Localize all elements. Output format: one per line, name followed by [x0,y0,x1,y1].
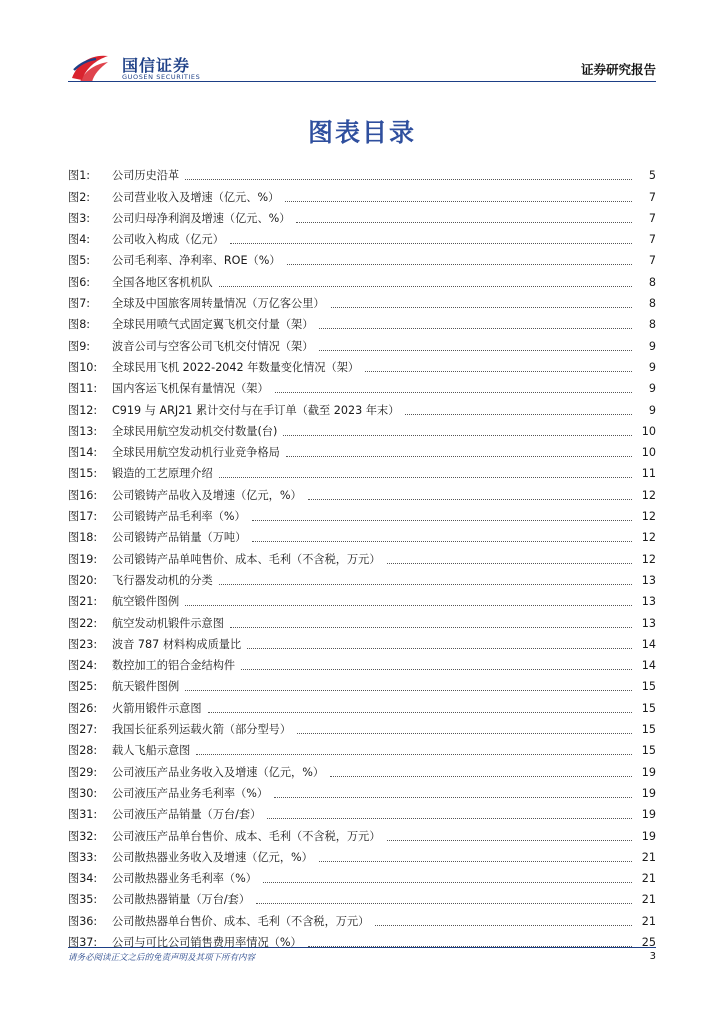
toc-entry-title: 火箭用锻件示意图 [112,701,202,715]
toc-entry-label: 图31: [68,808,98,822]
toc-entry-title: 我国长征系列运载火箭（部分型号） [112,723,292,737]
toc-entry-label: 图20: [68,573,98,587]
toc-entry-label: 图34: [68,872,98,886]
toc-entry[interactable] [68,268,656,289]
toc-entry-title: 公司散热器销量（万台/套） [112,893,251,907]
toc-entry-page: 7 [648,190,656,204]
toc-entry[interactable] [68,460,656,481]
dot-leader [230,243,632,244]
toc-entry-label: 图29: [68,765,98,779]
toc-entry-page: 15 [641,744,656,758]
dot-leader [387,563,632,564]
toc-entry-page: 13 [641,616,656,630]
toc-entry[interactable] [68,652,656,673]
toc-entry-title: 公司散热器业务收入及增速（亿元，%） [112,850,313,864]
toc-entry-title: 全球民用飞机 2022-2042 年数量变化情况（架） [112,360,360,374]
toc-entry[interactable] [68,439,656,460]
toc-entry[interactable] [68,247,656,268]
toc-entry-page: 13 [641,595,656,609]
toc-entry-label: 图11: [68,382,98,396]
toc-entry-label: 图32: [68,829,98,843]
toc-entry-page: 11 [641,467,656,481]
guosen-logo-icon [70,52,110,84]
page-header [0,0,724,90]
brand-name: 国信证券 [122,56,191,75]
dot-leader [297,733,632,734]
toc-entry-title: 航空锻件图例 [112,595,180,609]
dot-leader [405,414,632,415]
toc-entry[interactable] [68,545,656,566]
toc-entry-page: 8 [648,275,656,289]
dot-leader [267,818,632,819]
dot-leader [330,776,632,777]
toc-entry-label: 图7: [68,297,91,311]
dot-leader [283,435,632,436]
toc-entry-title: 载人飞船示意图 [112,744,191,758]
toc-entry[interactable] [68,780,656,801]
toc-entry[interactable] [68,694,656,715]
toc-entry-page: 8 [648,318,656,332]
toc-entry-page: 21 [641,914,656,928]
toc-entry-label: 图4: [68,233,91,247]
dot-leader [263,882,632,883]
toc-entry-title: 公司液压产品销量（万台/套） [112,808,262,822]
toc-entry-page: 9 [648,403,656,417]
toc-entry-page: 7 [648,211,656,225]
toc-entry-title: 公司历史沿革 [112,169,180,183]
toc-entry-title: 公司归母净利润及增速（亿元、%） [112,211,291,225]
dot-leader [256,903,632,904]
footer-disclaimer: 请务必阅读正文之后的免责声明及其项下所有内容 [68,953,256,963]
toc-entry[interactable] [68,588,656,609]
dot-leader [274,797,632,798]
dot-leader [285,201,632,202]
toc-entry[interactable] [68,183,656,204]
toc-entry-page: 10 [641,446,656,460]
toc-entry-page: 10 [641,424,656,438]
toc-entry[interactable] [68,290,656,311]
dot-leader [185,179,632,180]
toc-entry-label: 图17: [68,510,98,524]
toc-entry-label: 图15: [68,467,98,481]
toc-entry-page: 19 [641,808,656,822]
toc-entry-label: 图28: [68,744,98,758]
toc-entry-page: 25 [641,935,656,949]
toc-entry-page: 5 [648,169,656,183]
toc-entry[interactable] [68,673,656,694]
toc-entry[interactable] [68,205,656,226]
toc-entry-label: 图3: [68,211,91,225]
toc-entry-title: 全球及中国旅客周转量情况（万亿客公里） [112,297,325,311]
toc-entry-title: 公司锻铸产品收入及增速（亿元，%） [112,488,302,502]
toc-entry-title: 公司散热器业务毛利率（%） [112,872,257,886]
toc-entry-label: 图35: [68,893,98,907]
toc-entry[interactable] [68,844,656,865]
dot-leader [185,690,632,691]
toc-entry-label: 图21: [68,595,98,609]
toc-entry-page: 12 [641,488,656,502]
toc-entry-page: 13 [641,573,656,587]
toc-entry[interactable] [68,311,656,332]
toc-entry-page: 15 [641,701,656,715]
dot-leader [319,861,632,862]
toc-entry[interactable] [68,226,656,247]
toc-entry-title: 公司液压产品业务收入及增速（亿元，%） [112,765,325,779]
dot-leader [247,648,632,649]
toc-entry-title: 公司液压产品业务毛利率（%） [112,786,269,800]
toc-entry-title: 飞行器发动机的分类 [112,573,213,587]
toc-entry-title: 公司散热器单台售价、成本、毛利（不含税，万元） [112,914,370,928]
toc-entry-page: 19 [641,765,656,779]
toc-entry-page: 15 [641,680,656,694]
toc-entry-label: 图33: [68,850,98,864]
toc-entry-label: 图25: [68,680,98,694]
brand-name-en: GUOSEN SECURITIES [122,73,201,81]
toc-entry-label: 图10: [68,360,98,374]
toc-entry-page: 7 [648,254,656,268]
toc-entry-title: 公司收入构成（亿元） [112,233,224,247]
toc-entry-title: 公司锻铸产品单吨售价、成本、毛利（不含税，万元） [112,552,381,566]
toc-entry-label: 图9: [68,339,91,353]
toc-entry[interactable] [68,524,656,545]
dot-leader [387,840,632,841]
toc-entry-label: 图36: [68,914,98,928]
dot-leader [241,669,632,670]
toc-entry-label: 图37: [68,935,98,949]
toc-entry[interactable] [68,609,656,630]
toc-entry-page: 9 [648,339,656,353]
dot-leader [308,499,632,500]
page-title: 图表目录 [307,118,416,147]
toc-entry-title: 全球民用喷气式固定翼飞机交付量（架） [112,318,314,332]
toc-entry-page: 12 [641,510,656,524]
toc-entry-title: 国内客运飞机保有量情况（架） [112,382,269,396]
toc-entry-title: 公司毛利率、净利率、ROE（%） [112,254,281,268]
toc-entry-title: 航天锻件图例 [112,680,180,694]
toc-entry-page: 9 [648,382,656,396]
toc-entry[interactable] [68,503,656,524]
toc-entry[interactable] [68,481,656,502]
toc-entry[interactable] [68,737,656,758]
toc-entry-title: 公司与可比公司销售费用率情况（%） [112,935,302,949]
toc-entry[interactable] [68,567,656,588]
dot-leader [287,264,632,265]
toc-entry-page: 19 [641,786,656,800]
toc-entry-label: 图8: [68,318,91,332]
toc-entry-page: 12 [641,531,656,545]
toc-entry-page: 19 [641,829,656,843]
toc-entry-page: 15 [641,723,656,737]
toc-entry[interactable] [68,907,656,928]
toc-entry-title: 波音 787 材料构成质量比 [112,637,242,651]
page-number: 3 [649,951,656,962]
toc-entry-label: 图5: [68,254,91,268]
toc-entry-label: 图13: [68,424,98,438]
toc-entry[interactable] [68,332,656,353]
toc-entry-page: 12 [641,552,656,566]
toc-entry-label: 图27: [68,723,98,737]
toc-entry-title: 锻造的工艺原理介绍 [112,467,213,481]
toc-entry[interactable] [68,886,656,907]
header-divider [68,81,656,82]
toc-entry-title: C919 与 ARJ21 累计交付与在手订单（截至 2023 年末） [112,403,400,417]
dot-leader [319,328,632,329]
toc-entry-title: 公司营业收入及增速（亿元、%） [112,190,280,204]
toc-entry-title: 全球民用航空发动机交付数量(台) [112,424,278,438]
toc-entry-label: 图18: [68,531,98,545]
toc-entry-label: 图22: [68,616,98,630]
toc-entry-page: 21 [641,893,656,907]
dot-leader [219,286,632,287]
toc-entry-page: 8 [648,297,656,311]
toc-entry-title: 数控加工的铝合金结构件 [112,659,236,673]
toc-entry-label: 图12: [68,403,98,417]
toc-entry-label: 图14: [68,446,98,460]
toc-entry[interactable] [68,396,656,417]
toc-entry-title: 波音公司与空客公司飞机交付情况（架） [112,339,314,353]
toc-entry-page: 14 [641,659,656,673]
toc-entry-label: 图1: [68,169,91,183]
toc-entry-page: 21 [641,872,656,886]
dot-leader [196,754,632,755]
dot-leader [331,307,632,308]
dot-leader [375,925,632,926]
toc-entry-title: 公司液压产品单台售价、成本、毛利（不含税，万元） [112,829,381,843]
toc-entry-page: 9 [648,360,656,374]
dot-leader [286,456,632,457]
toc-entry-label: 图2: [68,190,91,204]
toc-entry-page: 21 [641,850,656,864]
dot-leader [219,477,632,478]
toc-entry-page: 14 [641,637,656,651]
toc-entry-title: 全国各地区客机机队 [112,275,213,289]
dot-leader [319,350,632,351]
toc-entry-label: 图26: [68,701,98,715]
footer-divider [68,947,656,948]
dot-leader [275,392,632,393]
toc-entry-title: 全球民用航空发动机行业竞争格局 [112,446,280,460]
dot-leader [296,222,632,223]
toc-entry-label: 图16: [68,488,98,502]
dot-leader [185,605,632,606]
toc-entry[interactable] [68,631,656,652]
dot-leader [365,371,632,372]
toc-entry[interactable] [68,354,656,375]
dot-leader [252,520,632,521]
toc-entry[interactable] [68,801,656,822]
toc-entry[interactable] [68,822,656,843]
dot-leader [230,627,632,628]
toc-entry[interactable] [68,162,656,183]
toc-entry-title: 航空发动机锻件示意图 [112,616,224,630]
report-type: 证券研究报告 [580,62,656,77]
toc-entry-label: 图30: [68,786,98,800]
toc-entry[interactable] [68,865,656,886]
toc-entry-title: 公司锻铸产品销量（万吨） [112,531,247,545]
dot-leader [208,712,632,713]
toc-entry-label: 图6: [68,275,91,289]
toc-entry[interactable] [68,716,656,737]
toc-entry[interactable] [68,418,656,439]
toc-entry-label: 图24: [68,659,98,673]
table-of-figures [68,162,656,950]
toc-entry-page: 7 [648,233,656,247]
toc-entry-label: 图23: [68,637,98,651]
toc-entry[interactable] [68,758,656,779]
dot-leader [219,584,632,585]
dot-leader [252,541,632,542]
toc-entry-title: 公司锻铸产品毛利率（%） [112,510,246,524]
toc-entry[interactable] [68,375,656,396]
toc-entry-label: 图19: [68,552,98,566]
